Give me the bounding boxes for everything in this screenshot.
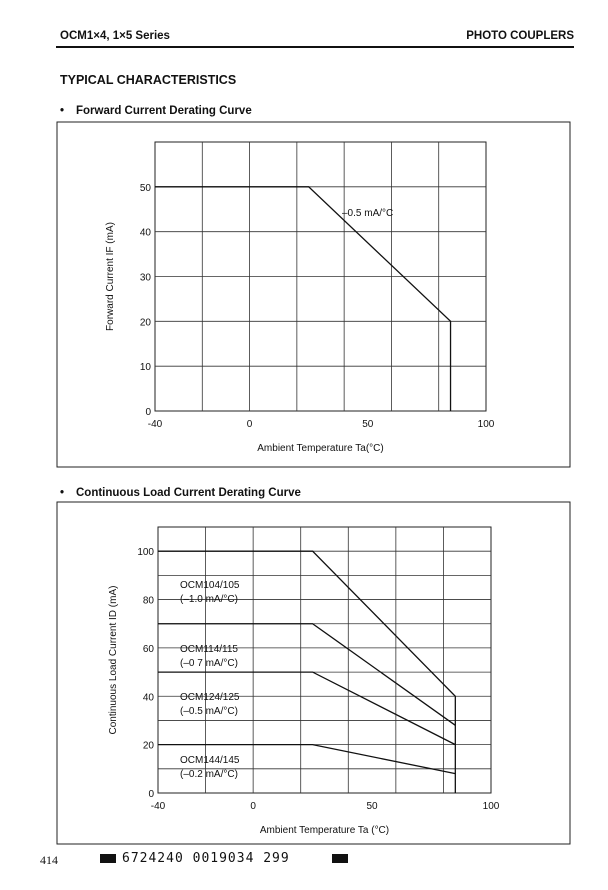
fwd-x-tick-label: 100 [477,419,495,430]
load-y-tick-label: 0 [148,789,154,800]
load-x-axis-label: Ambient Temperature Ta (°C) [259,825,390,836]
load-series-slope: (–0.5 mA/°C) [180,706,238,717]
load-y-tick-label: 100 [137,547,154,559]
load-x-tick-label: 0 [250,801,256,812]
load-series-slope: (–0 7 mA/°C) [180,658,238,669]
page-number: 414 [40,853,58,867]
fwd-y-tick-label: 40 [139,227,151,239]
section-title: TYPICAL CHARACTERISTICS [60,73,237,87]
bullet: • [60,105,65,117]
fwd-y-tick-label: 0 [145,407,151,418]
bullet: • [60,487,65,499]
fwd-y-tick-label: 50 [139,182,151,194]
barcode-block-left [100,854,116,863]
fwd-x-tick-label: -40 [147,419,163,430]
load-series-slope: (–0.2 mA/°C) [180,769,238,780]
load-y-axis-label: Continuous Load Current ID (mA) [108,585,119,735]
fwd-y-tick-label: 10 [139,362,151,374]
load-x-tick-label: 100 [482,801,500,812]
load-y-tick-label: 40 [142,692,154,704]
fwd-annotation-slope: –0.5 mA/°C [342,208,394,219]
load-series-label: OCM104/105 [180,580,240,591]
load-x-tick-label: 50 [366,801,378,812]
load-x-tick-label: -40 [150,801,166,812]
fwd-x-tick-label: 50 [362,419,374,430]
load-chart-title: Continuous Load Current Derating Curve [76,487,301,499]
fwd-y-tick-label: 20 [139,317,151,329]
fwd-x-axis-label: Ambient Temperature Ta(°C) [257,443,384,454]
load-series-label: OCM144/145 [180,755,240,766]
load-y-tick-label: 60 [142,643,154,655]
fwd-series-line [155,187,451,411]
fwd-frame [57,122,570,467]
catalog-code: 6724240 0019034 299 [122,851,290,866]
fwd-y-tick-label: 30 [139,272,151,284]
fwd-x-tick-label: 0 [246,419,253,430]
barcode-block-right [332,854,348,863]
header-category: PHOTO COUPLERS [466,30,574,42]
load-series-slope: (–1.0 mA/°C) [180,594,238,605]
load-y-tick-label: 80 [142,595,154,607]
fwd-y-axis-label: Forward Current IF (mA) [105,222,116,331]
load-series-label: OCM114/115 [180,644,238,655]
load-series-label: OCM124/125 [180,692,240,703]
load-y-tick-label: 20 [142,740,154,752]
header-series: OCM1×4, 1×5 Series [60,30,170,42]
forward-chart-title: Forward Current Derating Curve [76,105,252,117]
